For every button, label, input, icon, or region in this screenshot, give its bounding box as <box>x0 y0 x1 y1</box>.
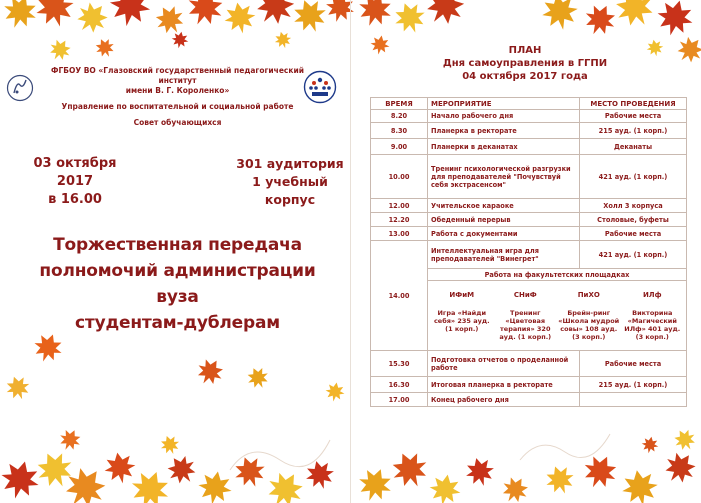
row-time: 10.00 <box>371 155 428 199</box>
faculty-name: СНиФ <box>513 290 537 299</box>
event-room-line: 301 аудитория <box>236 156 344 171</box>
header-time: ВРЕМЯ <box>371 98 428 110</box>
row-place: Рабочие места <box>580 110 687 123</box>
plan-title-line3: 04 октября 2017 года <box>462 71 588 82</box>
row-event: Тренинг психологической разгрузки для преподавателей "Почувствуй себя экстрасенсом" <box>428 155 580 199</box>
row-time: 12.20 <box>371 213 428 227</box>
row-time: 12.00 <box>371 199 428 213</box>
row-place: 421 ауд. (1 корп.) <box>580 155 687 199</box>
event-time-line: в 16.00 <box>48 192 102 207</box>
left-panel <box>0 0 350 503</box>
table-row <box>371 155 687 199</box>
row-time: 8.20 <box>371 110 428 123</box>
table-row <box>371 110 687 123</box>
plan-title-line1: ПЛАН <box>508 45 542 56</box>
row-event: Планерка в ректорате <box>428 123 580 139</box>
row-time: 8.30 <box>371 123 428 139</box>
row-place: Рабочие места <box>580 227 687 241</box>
table-row <box>371 377 687 393</box>
table-row <box>371 213 687 227</box>
row-event: Планерки в деканатах <box>428 139 580 155</box>
row-event: Обеденный перерыв <box>428 213 580 227</box>
headline-line1: Торжественная передача <box>53 235 302 255</box>
table-row <box>371 241 687 269</box>
header-place: МЕСТО ПРОВЕДЕНИЯ <box>580 98 687 110</box>
faculty-piho <box>557 291 621 341</box>
row-time: 9.00 <box>371 139 428 155</box>
header-event: МЕРОПРИЯТИЕ <box>428 98 580 110</box>
row-event: Начало рабочего дня <box>428 110 580 123</box>
row-time: 17.00 <box>371 393 428 407</box>
row-place: Столовые, буфеты <box>580 213 687 227</box>
faculty-ilf <box>621 291 685 341</box>
department-name: Управление по воспитательной и социальной работе <box>61 102 294 111</box>
event-headline <box>30 232 325 336</box>
faculty-activity: Викторина «Магический ИЛф» 401 ауд. (3 корп.) <box>624 308 681 341</box>
row-place: Рабочие места <box>580 351 687 377</box>
faculty-ifim <box>430 291 494 341</box>
row-place <box>580 393 687 407</box>
row-event: Итоговая планерка в ректорате <box>428 377 580 393</box>
row-place: Деканаты <box>580 139 687 155</box>
table-row <box>371 199 687 213</box>
row-time: 15.30 <box>371 351 428 377</box>
plan-title <box>360 44 690 83</box>
row-time: 16.30 <box>371 377 428 393</box>
table-row <box>371 351 687 377</box>
row-place: 215 ауд. (1 корп.) <box>580 123 687 139</box>
faculty-name: ИФиМ <box>449 290 475 299</box>
institute-logo <box>6 74 34 102</box>
institution-name-line1: ФГБОУ ВО «Глазовский государственный педагогический институт <box>51 66 304 85</box>
faculty-name: ПиХО <box>577 290 600 299</box>
headline-line2: полномочий администрации вуза <box>39 261 316 307</box>
institution-header <box>45 66 310 128</box>
table-header-row <box>371 98 687 110</box>
schedule-table <box>370 97 687 407</box>
faculty-activity: Тренинг «Цветовая терапия» 320 ауд. (1 корп.) <box>499 308 552 341</box>
headline-line3: студентам-дублерам <box>75 313 280 333</box>
faculty-platforms <box>428 281 687 351</box>
faculty-activity: Брейн-ринг «Школа мудрой совы» 108 ауд. (3 корп.) <box>558 308 620 341</box>
row-time: 13.00 <box>371 227 428 241</box>
table-row <box>371 139 687 155</box>
table-row <box>371 393 687 407</box>
table-row <box>371 227 687 241</box>
event-date <box>20 155 130 209</box>
institution-name-line2: имени В. Г. Короленко» <box>125 86 230 95</box>
faculty-name: ИЛф <box>642 290 662 299</box>
row-event: Учительское караоке <box>428 199 580 213</box>
plan-title-line2: Дня самоуправления в ГГПИ <box>442 58 608 69</box>
row-place: 215 ауд. (1 корп.) <box>580 377 687 393</box>
row-event: Подготовка отчетов о проделанной работе <box>428 351 580 377</box>
event-date-line: 03 октября 2017 <box>33 156 117 189</box>
student-council: Совет обучающихся <box>133 118 222 127</box>
table-row <box>371 123 687 139</box>
event-location <box>225 155 355 209</box>
row-event: Работа с документами <box>428 227 580 241</box>
row-place: Холл 3 корпуса <box>580 199 687 213</box>
platforms-heading: Работа на факультетских площадках <box>428 269 687 281</box>
faculty-activity: Игра «Найди себя» 235 ауд. (1 корп.) <box>433 308 490 333</box>
student-council-logo <box>303 70 337 104</box>
faculty-snif <box>494 291 558 341</box>
row-event: Конец рабочего дня <box>428 393 580 407</box>
row-event: Интеллектуальная игра для преподавателей "Винегрет" <box>428 241 580 269</box>
event-building-line: 1 учебный корпус <box>252 174 328 207</box>
row-place: 421 ауд. (1 корп.) <box>580 241 687 269</box>
row-time-14: 14.00 <box>371 241 428 351</box>
